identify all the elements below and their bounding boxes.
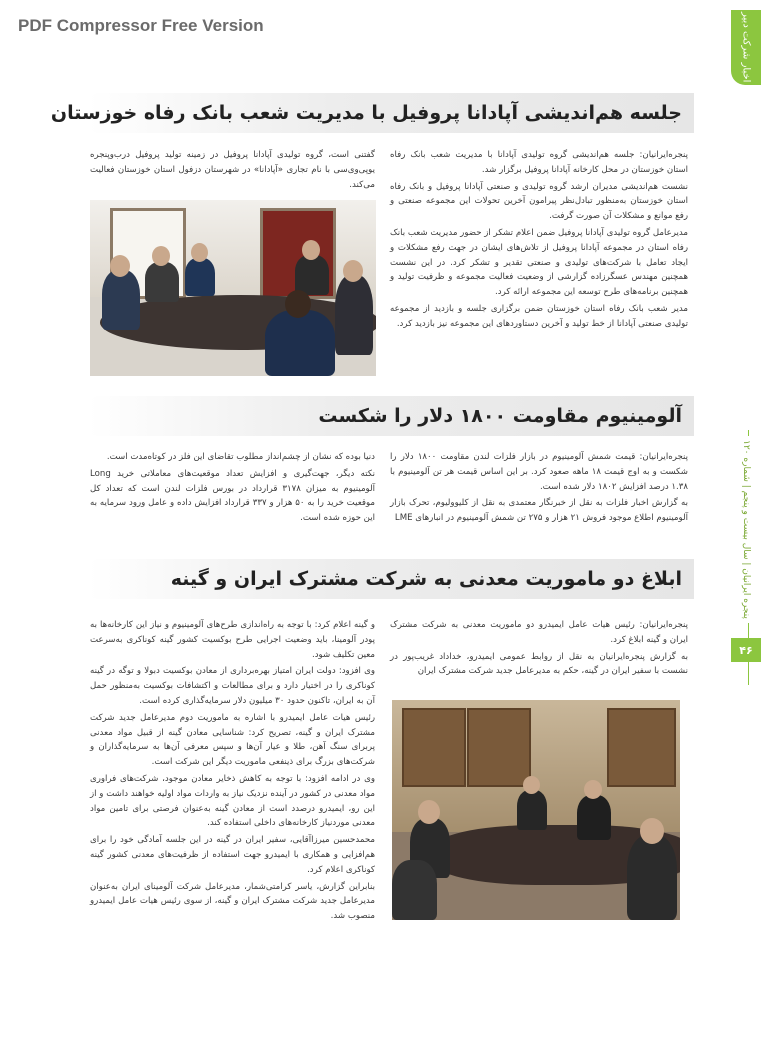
- paragraph: رئیس هیات عامل ایمیدرو با اشاره به ماموریت دوم مدیرعامل جدید شرکت مشترک ایران و گینه، تصریح کرد: شناسایی معادن گینه از قبیل مواد معدنی پربرای سنگ آهن، طلا و عیار آن‌ها و سپس معرفی آن‌ها به سرمایه‌گذاران و شرکت‌های بزرگ برای ذینفعی ماموریت دیگر این شرکت است.: [90, 712, 375, 768]
- paragraph: به گزارش اخبار فلزات به نقل از خبرنگار معتمدی به نقل از کلیوولیوم، تحرک بازار آلومینیوم اطلاع موجود فروش ۲۱ هزار و ۲۷۵ تن شمش آلومینیوم در انبارهای LME: [390, 498, 688, 524]
- article-1-title: جلسه هم‌اندیشی آپادانا پروفیل با مدیریت شعب بانک رفاه خوزستان: [50, 102, 682, 124]
- paragraph: نشست هم‌اندیشی مدیران ارشد گروه تولیدی و صنعتی آپادانا پروفیل و بانک رفاه استان خوزستان به‌منظور تبادل‌نظر پیرامون آخرین تحولات این مجموعه صنعتی و رفع موانع و مشکلات آن صورت گرفت.: [390, 181, 688, 222]
- paragraph: به گزارش پنجره‌ایرانیان به نقل از روابط عمومی ایمیدرو، خداداد غریب‌پور در نشست با سفیر ایران در گینه، حکم به مدیرعامل جدید شرکت مشترک ایران: [390, 651, 688, 677]
- paragraph: دنیا بوده که نشان از چشم‌انداز مطلوب تقاضای این فلز در کوتاه‌مدت است.: [106, 452, 375, 462]
- paragraph: محمدحسین میرزاآقایی، سفیر ایران در گینه در این جلسه آمادگی خود را برای هم‌افزایی و همکاری با ایمیدرو جهت استفاده از ظرفیت‌های معدنی کشور گینه کوناکری اعلام کرد.: [90, 835, 375, 875]
- paragraph: پنجره‌ایرانیان: جلسه هم‌اندیشی گروه تولیدی آپادانا با مدیریت شعب بانک رفاه استان خوزستان در محل کارخانه آپادانا پروفیل برگزار شد.: [390, 150, 688, 175]
- paragraph: مدیر شعب بانک رفاه استان خوزستان ضمن برگزاری جلسه و بازدید از مجموعه تولیدی صنعتی آپادانا از خط تولید و آخرین دستاوردهای این مجموعه نیز بازدید کرد.: [390, 303, 688, 329]
- article-1-right-column: [390, 148, 688, 334]
- article-3-right-column: [390, 618, 688, 681]
- watermark: PDF Compressor Free Version: [18, 16, 264, 35]
- section-tab: [731, 10, 761, 85]
- article-2-title: آلومینیوم مقاومت ۱۸۰۰ دلار را شکست: [318, 405, 682, 427]
- article-3-title-bar: [88, 559, 694, 599]
- paragraph: وی در ادامه افزود: با توجه به کاهش ذخایر معادن موجود، شرکت‌های فراوری مواد معدنی در کشور در آینده نزدیک نیاز به واردات مواد اولیه خواهند داشت و از این رو، ایمیدرو درصدد است از معادن گینه به‌عنوان فرصتی برای تامین مواد معدنی موردنیاز کارخانه‌های داخلی استفاده کند.: [90, 773, 375, 829]
- paragraph: و گینه اعلام کرد: با توجه به راه‌اندازی طرح‌های آلومینیوم و نیاز این کارخانه‌ها به پودر آلومینا، باید وضعیت اجرایی طرح بوکسیت کشور گینه کوناکری به‌سرعت معین تکلیف شود.: [90, 620, 375, 660]
- paragraph: مدیرعامل گروه تولیدی آپادانا پروفیل ضمن اعلام تشکر از حضور مدیریت شعب بانک رفاه استان در مجموعه آپادانا پروفیل از تلاش‌های ایشان در جهت رفع مشکلات و ایجاد تعامل با شرکت‌های تولیدی و صنعتی تقدیر و تشکر کرد. در این نشست همچنین مهندس عسگرزاده گزارشی از وضعیت فعالیت مجموعه و ظرفیت تولید و همچنین برنامه‌های طرح توسعه این مجموعه ارائه کرد.: [390, 227, 688, 298]
- article-1-title-bar: [50, 93, 694, 133]
- article-1-left-column: [90, 148, 375, 194]
- article-2-left-column: [90, 450, 375, 528]
- paragraph: پنجره‌ایرانیان: رئیس هیات عامل ایمیدرو دو ماموریت معدنی به شرکت مشترک ایران و گینه ابلاغ کرد.: [390, 620, 688, 645]
- paragraph: وی افزود: دولت ایران امتیاز بهره‌برداری از معادن بوکسیت دبولا و توگه در گینه کوناکری را در اختیار دارد و برای مطالعات و اکتشافات بوکسیت به‌منظور حمل آن به ایران، تاکنون حدود ۳۰ میلیون دلار سرمایه‌گذاری کرده است.: [90, 666, 375, 706]
- paragraph: نکته دیگر، جهت‌گیری و افزایش تعداد موقعیت‌های معاملاتی خرید Long آلومینیوم به میزان ۳۱۷۸ قرارداد در بورس فلزات لندن است که تعداد کل موقعیت خرید را به ۵۰ هزار و ۳۳۷ قرارداد افزایش داده و عامل ورود سرمایه به این حوزه شده است.: [90, 468, 375, 524]
- paragraph: بنابراین گزارش، یاسر کرامتی‌شمار، مدیرعامل شرکت آلومینای ایران به‌عنوان مدیرعامل جدید شرکت مشترک ایران و گینه، از سوی رئیس هیات عامل ایمیدرو منصوب شد.: [90, 881, 375, 922]
- article-3-photo: [392, 700, 680, 920]
- section-tab-label: اخبار شرکت دبیر: [740, 12, 752, 83]
- article-3-left-column: [90, 618, 375, 926]
- article-2-right-column: [390, 450, 688, 528]
- paragraph: پنجره‌ایرانیان: قیمت شمش آلومینیوم در بازار فلزات لندن مقاومت ۱۸۰۰ دلار را شکست و به اوج قیمت ۱۸ ماهه صعود کرد. بر این اساس قیمت هر تن آلومینیوم با ۱.۳۸ درصد افزایش ۱۸۰۲ دلار شده است.: [390, 452, 688, 492]
- article-3-title: ابلاغ دو ماموریت معدنی به شرکت مشترک ایران و گینه: [170, 568, 682, 590]
- side-strip-text: پنجره ایرانیان | سال بیست و پنجم | شماره ۱۲۰: [741, 436, 751, 623]
- article-1-photo: [90, 200, 376, 376]
- article-2-title-bar: [88, 396, 694, 436]
- page-number: ۴۶: [731, 638, 761, 662]
- paragraph: گفتنی است، گروه تولیدی آپادانا پروفیل در زمینه تولید پروفیل درب‌وپنجره یوپی‌وی‌سی با نام تجاری «آپادانا» در شهرستان دزفول استان خوزستان فعالیت می‌کند.: [90, 150, 375, 190]
